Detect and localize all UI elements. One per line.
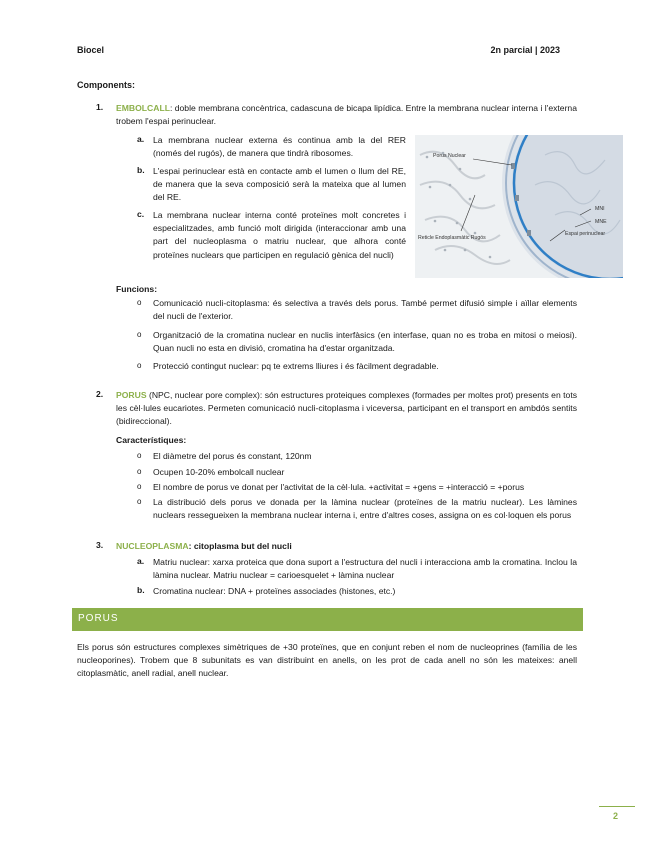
item-1-number: 1. [96, 102, 104, 112]
item-3-number: 3. [96, 540, 104, 550]
nucleus-figure [415, 135, 623, 278]
header-right: 2n parcial | 2023 [490, 45, 560, 55]
bullet-icon: o [137, 451, 142, 460]
item-1a-text: La membrana nuclear externa és continua amb la del RER (només del rugós), de manera que tindrà ribosomes. [153, 135, 406, 159]
item-3a-text: Matriu nuclear: xarxa proteica que dona suport a l'estructura del nucli i interacciona amb la cromatina. Inclou la làmina nuclear. Matriu nuclear = carioesquelet + làmina nuclear [153, 557, 577, 581]
figure-label-espai: Espai perinuclear [565, 231, 606, 237]
item-3-intro [116, 540, 577, 553]
item-3b-letter: b. [137, 585, 145, 595]
item-1c-text: La membrana nuclear interna conté proteïnes molt concretes i especialitzades, amb funció molt dirigida (interaccionar amb una part del nucleoplasma o matriu nuclear, que alhora conté proteïnes nuclears que participen en regulació gènica del nucli) [153, 210, 406, 260]
bullet-icon: o [137, 482, 142, 491]
caract-4: La distribució dels porus ve donada per la làmina nuclear (proteïnes de la matriu nuclear). Les làmines nuclears ressegueixen la membrana nuclear interna i, entre d'altres coses, assigna on es col·loquen els porus [153, 497, 577, 521]
bullet-icon: o [137, 467, 142, 476]
item-3-lead: : citoplasma but del nucli [188, 541, 292, 551]
caract-1: El diàmetre del porus és constant, 120nm [153, 451, 312, 461]
figure-label-mne: MNE [595, 219, 607, 225]
funcio-2: Organització de la cromatina nuclear en nuclis interfàsics (en interfase, quan no es troba en mitosi o meiosi). Quan nucli no esta en divisió, cromatina ha d'estar organitzada. [153, 330, 577, 354]
item-2-term: PORUS [116, 390, 147, 400]
item-1b-letter: b. [137, 165, 145, 175]
bullet-icon: o [137, 361, 142, 370]
funcions-label: Funcions: [116, 284, 158, 294]
item-3-term: NUCLEOPLASMA [116, 541, 189, 551]
figure-label-porus: Porus Nuclear [433, 153, 466, 159]
page-number: 2 [613, 811, 619, 821]
footer-divider [599, 806, 635, 807]
item-2-number: 2. [96, 389, 104, 399]
bullet-icon: o [137, 330, 142, 339]
item-2-intro [116, 389, 577, 429]
figure-label-mni: MNI [595, 206, 605, 212]
figure-label-reticle: Reticle Endoplasmàtic Rugós [418, 235, 486, 241]
caracteristiques-label: Característiques: [116, 435, 187, 445]
item-1c-letter: c. [137, 209, 145, 219]
section-body: Els porus són estructures complexes simètriques de +30 proteïnes, que en conjunt reben el nom de nucleoprines (família de les nucleoporines). Trobem que 8 subunitats es van distribuint en anells, on les prot de cada anell no són les mateixes: anell citoplasmàtic, anell radial, anell nuclear. [77, 642, 577, 679]
item-1a-letter: a. [137, 134, 145, 144]
item-1b-text: L'espai perinuclear està en contacte amb el lumen o llum del RE, de manera que la seva composició serà la mateixa que al lumen del RE. [153, 166, 406, 203]
funcio-3: Protecció contingut nuclear: pq te extrems lliures i és fàcilment degradable. [153, 361, 439, 371]
caract-2: Ocupen 10-20% embolcall nuclear [153, 467, 285, 477]
item-1-intro [116, 102, 577, 128]
bullet-icon: o [137, 298, 142, 307]
item-2-lead: (NPC, nuclear pore complex): són estructures proteiques complexes (formades per moltes prot) presents en tots les cèl·lules eucariotes. Permeten comunicació nucli-citoplasma i viceversa, participant en el transport en ambdós sentits (bidireccional). [116, 390, 577, 427]
item-3b-text: Cromatina nuclear: DNA + proteïnes associades (histones, etc.) [153, 586, 396, 596]
funcio-1: Comunicació nucli-citoplasma: és selectiva a través dels porus. També permet difusió simple i aïllar elements del nucli de l'exterior. [153, 298, 577, 322]
item-1-lead: : doble membrana concèntrica, cadascuna de bicapa lipídica. Entre la membrana nuclear interna i l'externa trobem l'espai perinuclear. [116, 103, 577, 127]
section-header-porus [72, 608, 583, 631]
components-label: Components: [77, 80, 135, 90]
section-title: PORUS [78, 613, 119, 624]
caract-3: El nombre de porus ve donat per l'activitat de la cèl·lula. +activitat = +gens = +interacció = +porus [153, 482, 525, 492]
bullet-icon: o [137, 497, 142, 506]
item-3a-letter: a. [137, 556, 145, 566]
header-left: Biocel [77, 45, 105, 55]
item-1-term: EMBOLCALL [116, 103, 170, 113]
